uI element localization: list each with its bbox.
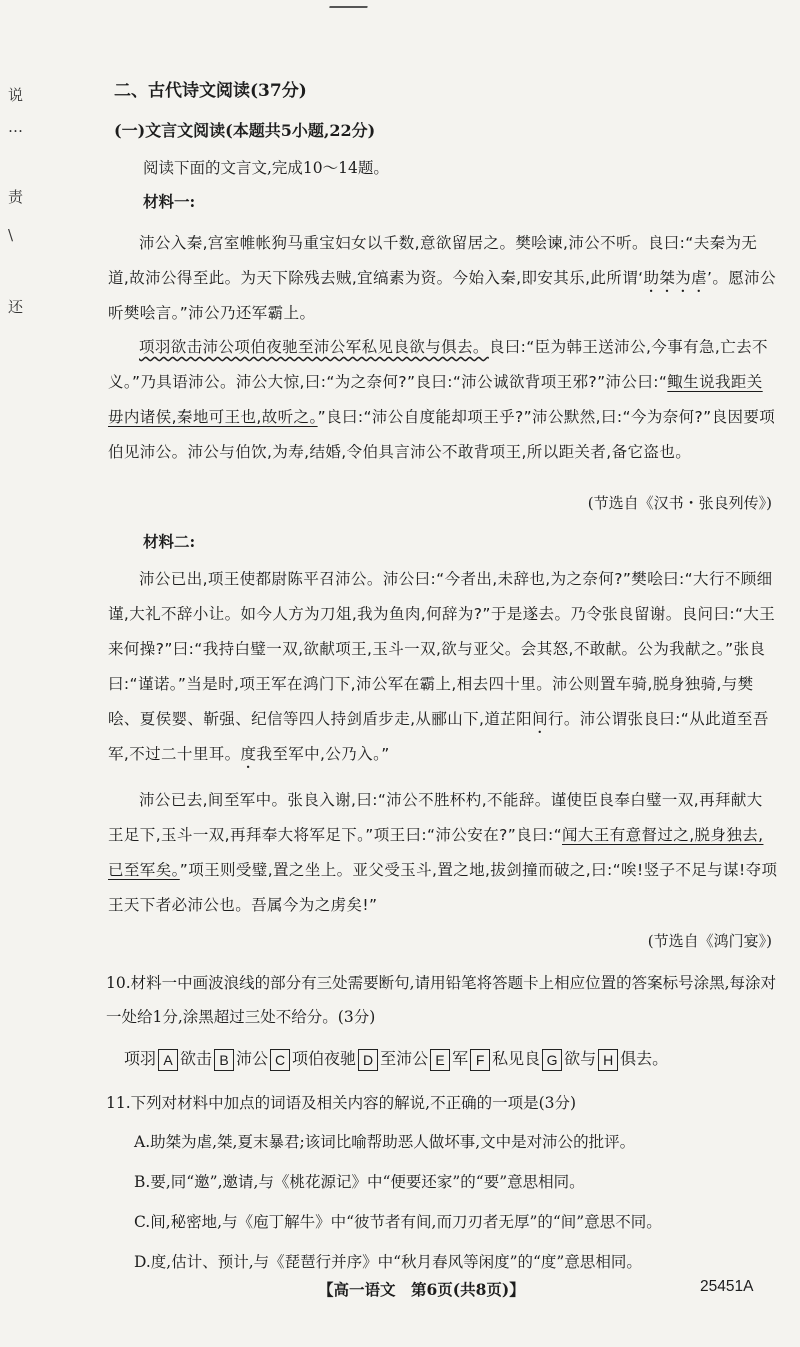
text-run: ”良曰:“沛公自度能却项王乎?”沛公默然,曰:“今为奈何?”良因要项伯见沛公。沛公与伯饮,为寿,结婚,令伯具言沛公不敢背项王,所以距关者,备它盗也。 xyxy=(108,408,776,461)
question-11-option-d[interactable]: D.度,估计、预计,与《琵琶行并序》中“秋月春风等闲度”的“度”意思相同。 xyxy=(134,1253,642,1271)
footer-page-info: 【高一语文 第6页(共8页)】 xyxy=(318,1280,525,1299)
answer-box-f[interactable]: F xyxy=(470,1049,490,1071)
subsection-title: (一)文言文阅读(本题共5小题,22分) xyxy=(114,121,376,140)
segment-text: 私见良 xyxy=(492,1049,541,1068)
margin-note: 还 xyxy=(8,298,24,316)
text-run: 沛公已出,项王使都尉陈平召沛公。沛公曰:“今者出,未辞也,为之奈何?”樊哙曰:“大行不顾细谨,大礼不辞小让。如今人方为刀俎,我为鱼肉,何辞为?”于是遂去。乃令张良留谢。良问曰:“大王来何操?”曰:“我持白璧一双,欲献项王,玉斗一双,欲与亚父。会其怒,不敢献。公为我献之。”张良曰:“谨诺。”当是时,项王军在鸿门下,沛公军在霸上,相去四十里。沛公则置车骑,脱身独骑,与樊哙、夏侯婴、靳强、纪信等四人持剑盾步走,从郦山下,道芷阳 xyxy=(108,570,776,728)
margin-note: 责 xyxy=(8,188,24,206)
material-1-paragraph-2 xyxy=(108,330,778,470)
material-1-title: 材料一: xyxy=(143,192,196,211)
answer-box-b[interactable]: B xyxy=(214,1049,234,1071)
dotted-word: 度 xyxy=(240,745,257,763)
question-11-option-c[interactable]: C.间,秘密地,与《庖丁解牛》中“彼节者有间,而刀刃者无厚”的“间”意思不同。 xyxy=(134,1213,662,1231)
margin-note: \ xyxy=(8,226,14,244)
reading-instruction: 阅读下面的文言文,完成10～14题。 xyxy=(143,159,389,177)
top-scan-mark xyxy=(329,0,368,8)
text-run: 我至军中,公乃入。” xyxy=(256,745,390,763)
segment-text: 军 xyxy=(452,1049,469,1068)
answer-box-c[interactable]: C xyxy=(270,1049,290,1071)
section-title: 二、古代诗文阅读(37分) xyxy=(114,81,307,101)
underlined-sentence: 闻大王有意督过之,脱身独去,已至军矣。 xyxy=(108,826,764,879)
answer-box-d[interactable]: D xyxy=(358,1049,378,1071)
question-10: 10.材料一中画波浪线的部分有三处需要断句,请用铅笔将答题卡上相应位置的答案标号涂黑,每涂对一处给1分,涂黑超过三处不给分。(3分) xyxy=(106,974,777,1026)
dotted-phrase: 助桀为虐 xyxy=(643,269,708,287)
material-2-source: (节选自《鸿门宴》) xyxy=(647,932,772,950)
segment-text: 欲与 xyxy=(564,1049,597,1068)
text-run: 沛公已去,间至军中。张良入谢,曰:“沛公不胜杯杓,不能辞。谨使臣良奉白璧一双,再拜献大王足下,玉斗一双,再拜奉大将军足下。”项王曰:“沛公安在?”良曰:“ xyxy=(108,791,763,844)
segment-text: 俱去。 xyxy=(620,1049,669,1068)
material-1-paragraph-1 xyxy=(108,226,778,331)
question-11-option-b[interactable]: B.要,同“邀”,邀请,与《桃花源记》中“便要还家”的“要”意思相同。 xyxy=(134,1173,585,1191)
footer-paper-code: 25451A xyxy=(700,1278,754,1295)
answer-box-a[interactable]: A xyxy=(158,1049,178,1071)
segment-text: 项伯夜驰 xyxy=(292,1049,357,1068)
answer-box-g[interactable]: G xyxy=(542,1049,562,1071)
segment-text: 项羽 xyxy=(124,1049,157,1068)
margin-note: 说 xyxy=(8,86,24,104)
answer-box-e[interactable]: E xyxy=(430,1049,450,1071)
question-11-option-a[interactable]: A.助桀为虐,桀,夏末暴君;该词比喻帮助恶人做坏事,文中是对沛公的批评。 xyxy=(134,1133,636,1151)
answer-box-h[interactable]: H xyxy=(598,1049,618,1071)
segment-text: 欲击 xyxy=(180,1049,213,1068)
question-10-sentence-boxes xyxy=(124,1046,668,1071)
dotted-word: 间 xyxy=(532,710,548,728)
wavy-underlined-sentence: 项羽欲击沛公项伯夜驰至沛公军私见良欲与俱去。 xyxy=(139,338,489,356)
underlined-sentence: 鲰生说我距关毋内诸侯,秦地可王也,故听之。 xyxy=(108,373,763,426)
question-11-stem: 11.下列对材料中加点的词语及相关内容的解说,不正确的一项是(3分) xyxy=(106,1094,577,1112)
material-2-paragraph-2 xyxy=(108,783,778,923)
segment-text: 至沛公 xyxy=(380,1049,429,1068)
text-run: 良曰:“臣为韩王送沛公,今事有急,亡去不义。”乃具语沛公。沛公大惊,曰:“为之奈何?”良曰:“沛公诚欲背项王邪?”沛公曰:“ xyxy=(108,338,768,391)
material-2-title: 材料二: xyxy=(143,532,196,551)
text-run: ’。愿沛公听樊哙言。”沛公乃还军霸上。 xyxy=(108,269,776,322)
margin-note: … xyxy=(8,118,23,136)
material-1-source: (节选自《汉书・张良列传》) xyxy=(587,494,772,512)
text-run: 行。沛公谓张良曰:“从此道至吾军,不过二十里耳。 xyxy=(108,710,769,763)
segment-text: 沛公 xyxy=(236,1049,269,1068)
text-run: 沛公入秦,宫室帷帐狗马重宝妇女以千数,意欲留居之。樊哙谏,沛公不听。良曰:“夫秦为无道,故沛公得至此。为天下除残去贼,宜缟素为资。今始入秦,即安其乐,此所谓‘ xyxy=(108,234,758,287)
text-run: ”项王则受璧,置之坐上。亚父受玉斗,置之地,拔剑撞而破之,曰:“唉!竖子不足与谋!夺项王天下者必沛公也。吾属今为之虏矣!” xyxy=(108,861,778,914)
margin-notes xyxy=(0,0,40,340)
material-2-paragraph-1 xyxy=(108,562,778,772)
